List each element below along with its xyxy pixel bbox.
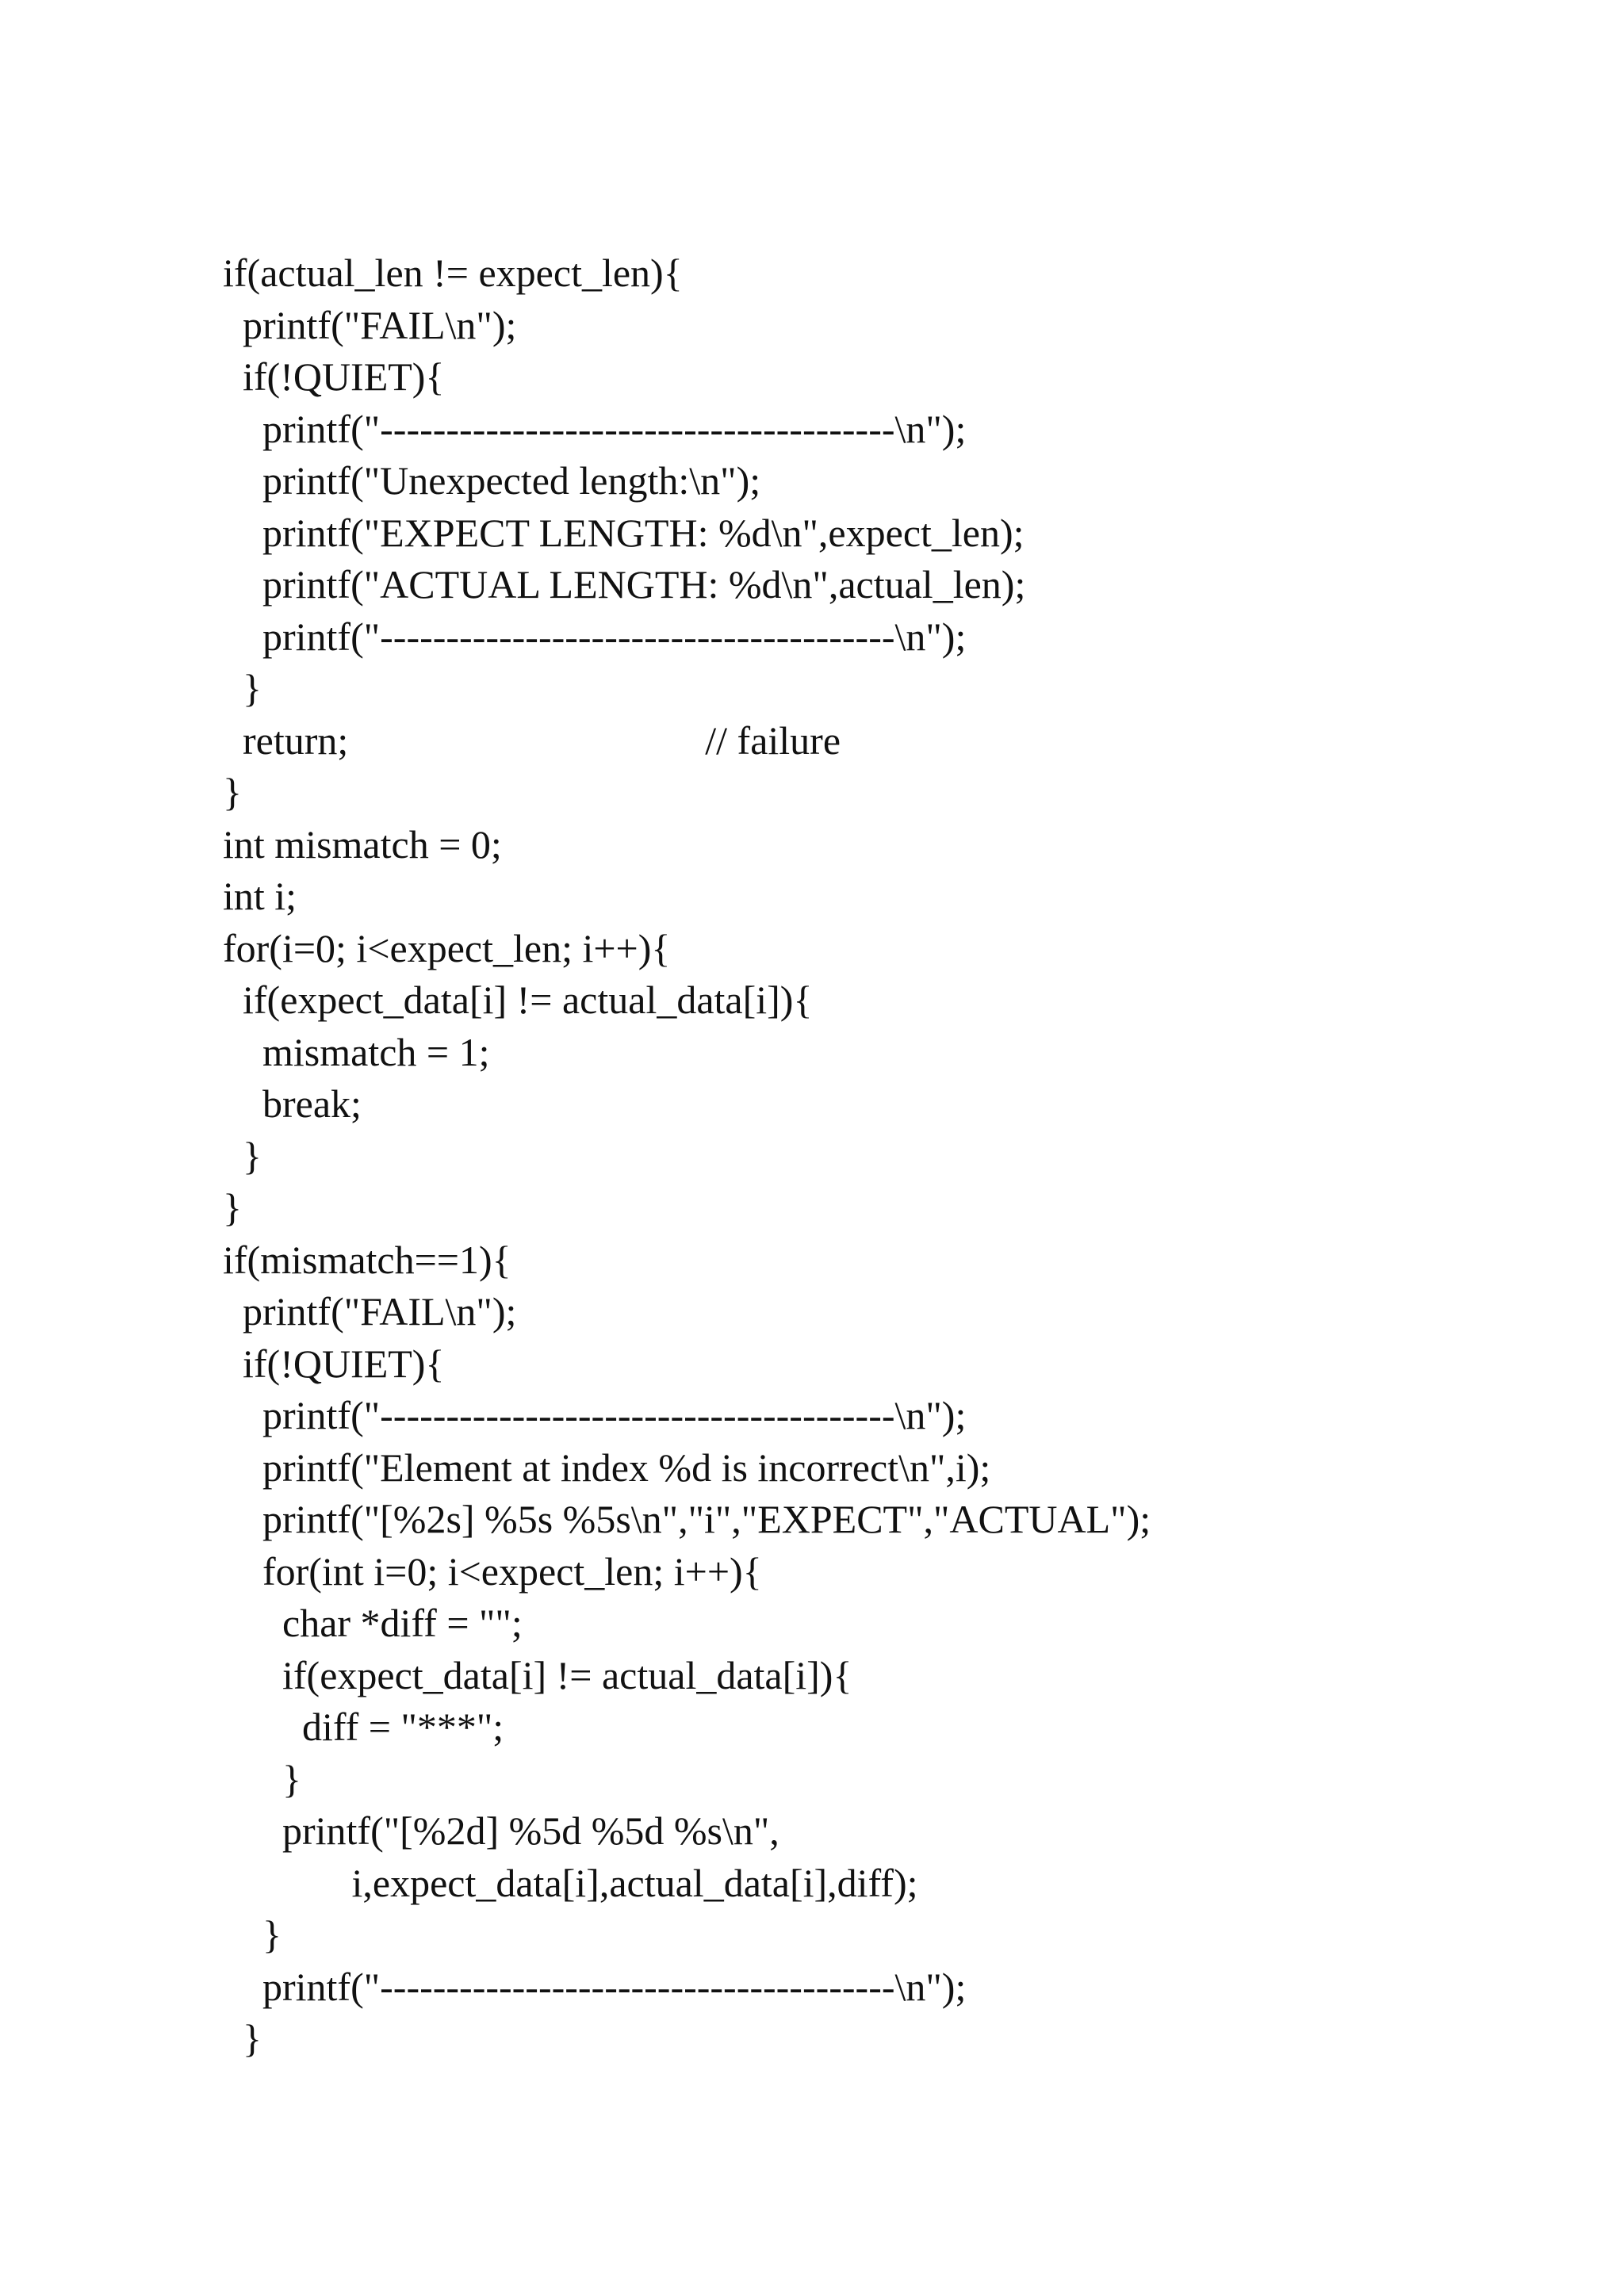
code-line: } — [223, 2016, 262, 2061]
code-line: } — [223, 1185, 242, 1230]
code-line: } — [223, 1756, 301, 1801]
code-line: } — [223, 666, 262, 710]
code-line: printf("---------------------------------------\n"); — [223, 1964, 967, 2009]
code-line: diff = "***"; — [223, 1705, 504, 1749]
code-line: if(mismatch==1){ — [223, 1237, 511, 1282]
code-line: i,expect_data[i],actual_data[i],diff); — [223, 1860, 918, 1905]
code-line: return; // failure — [223, 718, 841, 763]
code-line: } — [223, 1133, 262, 1178]
code-line: if(expect_data[i] != actual_data[i]){ — [223, 1652, 852, 1697]
code-line: printf("FAIL\n"); — [223, 1289, 517, 1334]
code-line: mismatch = 1; — [223, 1029, 490, 1074]
code-line: if(expect_data[i] != actual_data[i]){ — [223, 978, 813, 1022]
code-line: printf("ACTUAL LENGTH: %d\n",actual_len); — [223, 562, 1026, 607]
code-line: break; — [223, 1081, 362, 1126]
code-line: printf("---------------------------------------\n"); — [223, 1393, 967, 1437]
code-line: } — [223, 1912, 282, 1957]
code-line: for(int i=0; i<expect_len; i++){ — [223, 1548, 762, 1594]
code-line: char *diff = ""; — [223, 1601, 523, 1645]
code-line: printf("Unexpected length:\n"); — [223, 458, 761, 503]
code-block — [223, 247, 1151, 2065]
code-line: printf("---------------------------------------\n"); — [223, 406, 967, 451]
code-line: if(actual_len != expect_len){ — [223, 251, 683, 295]
code-line: if(!QUIET){ — [223, 354, 445, 399]
code-line: int i; — [223, 874, 297, 918]
code-line: printf("[%2d] %5d %5d %s\n", — [223, 1808, 779, 1853]
code-line: if(!QUIET){ — [223, 1341, 445, 1386]
code-line: printf("Element at index %d is incorrect\n",i); — [223, 1445, 991, 1490]
code-line: printf("EXPECT LENGTH: %d\n",expect_len); — [223, 510, 1025, 555]
code-line: } — [223, 770, 242, 814]
code-line: int mismatch = 0; — [223, 821, 502, 867]
code-line: printf("[%2s] %5s %5s\n","i","EXPECT","ACTUAL"); — [223, 1497, 1151, 1541]
code-line: printf("---------------------------------------\n"); — [223, 614, 967, 659]
code-line: printf("FAIL\n"); — [223, 302, 517, 347]
code-line: for(i=0; i<expect_len; i++){ — [223, 925, 671, 970]
